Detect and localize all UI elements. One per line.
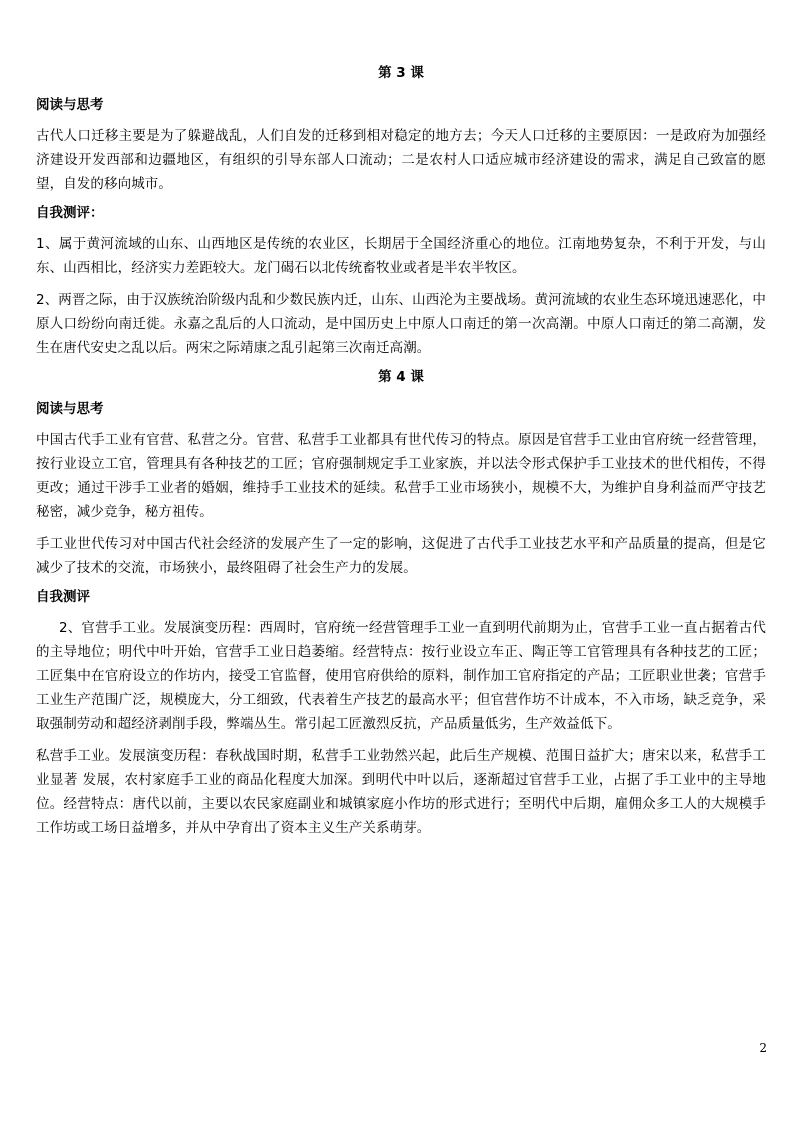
lesson-3-test-paragraph-2: 2、两晋之际，由于汉族统治阶级内乱和少数民族内迁，山东、山西沦为主要战场。黄河流域的农业生态环境迅速恶化，中原人口纷纷向南迁徙。永嘉之乱后的人口流动，是中国历史上中原人口南迁的第一次高潮。中原人口南迁的第二高潮，发生在唐代安史之乱以后。两宋之际靖康之乱引起第三次南迁高潮。 bbox=[36, 292, 766, 356]
lesson-4-test-heading: 自我测评 bbox=[36, 589, 90, 605]
page-number: 2 bbox=[759, 1041, 767, 1055]
lesson-3-reading-heading: 阅读与思考 bbox=[36, 97, 104, 113]
page-content bbox=[36, 64, 766, 848]
lesson-3-title: 第 3 课 bbox=[378, 65, 424, 81]
lesson-4-title: 第 4 课 bbox=[378, 369, 424, 385]
lesson-4-reading-paragraph-2: 手工业世代传习对中国古代社会经济的发展产生了一定的影响，这促进了古代手工业技艺水平和产品质量的提高，但是它减少了技术的交流，市场狭小，最终阻碍了社会生产力的发展。 bbox=[36, 536, 766, 576]
lesson-4-test-paragraph-1: 2、官营手工业。发展演变历程：西周时，官府统一经营管理手工业一直到明代前期为止，官营手工业一直占据着古代的主导地位；明代中叶开始，官营手工业日趋萎缩。经营特点：按行业设立车正、陶正等工官管理具有各种技艺的工匠；工匠集中在官府设立的作坊内，接受工官监督，使用官府供给的原料，制作加工官府指定的产品；工匠职业世袭；官营手工业生产范围广泛，规模庞大，分工细致，代表着生产技艺的最高水平；但官营作坊不计成本，不入市场，缺乏竞争，采取强制劳动和超经济剥削手段，弊端丛生。常引起工匠激烈反抗，产品质量低劣，生产效益低下。 bbox=[36, 620, 766, 732]
lesson-3-reading-paragraph-1: 古代人口迁移主要是为了躲避战乱，人们自发的迁移到相对稳定的地方去；今天人口迁移的主要原因：一是政府为加强经济建设开发西部和边疆地区，有组织的引导东部人口流动；二是农村人口适应城市经济建设的需求，满足自己致富的愿望，自发的移向城市。 bbox=[36, 128, 766, 192]
lesson-3-test-paragraph-1: 1、属于黄河流域的山东、山西地区是传统的农业区，长期居于全国经济重心的地位。江南地势复杂，不利于开发，与山东、山西相比，经济实力差距较大。龙门碣石以北传统畜牧业或者是半农半牧区。 bbox=[36, 236, 766, 276]
lesson-3-section bbox=[36, 64, 766, 360]
lesson-4-test-paragraph-2: 私营手工业。发展演变历程：春秋战国时期，私营手工业勃然兴起，此后生产规模、范围日益扩大；唐宋以来，私营手工业显著 发展，农村家庭手工业的商品化程度大加深。到明代中叶以后，逐渐超过官营手工业，占据了手工业中的主导地位。经营特点：唐代以前，主要以农民家庭副业和城镇家庭小作坊的形式进行；至明代中后期，雇佣众多工人的大规模手工作坊或工场日益增多，并从中孕育出了资本主义生产关系萌芽。 bbox=[36, 748, 766, 836]
lesson-4-reading-heading: 阅读与思考 bbox=[36, 401, 104, 417]
lesson-3-test-heading: 自我测评： bbox=[36, 205, 104, 221]
lesson-4-reading-paragraph-1: 中国古代手工业有官营、私营之分。官营、私营手工业都具有世代传习的特点。原因是官营手工业由官府统一经营管理，按行业设立工官，管理具有各种技艺的工匠；官府强制规定手工业家族，并以法令形式保护手工业技术的世代相传，不得更改；通过干涉手工业者的婚姻，维持手工业技术的延续。私营手工业市场狭小，规模不大，为维护自身利益而严守技艺秘密，减少竞争，秘方祖传。 bbox=[36, 432, 766, 520]
lesson-4-section bbox=[36, 368, 766, 840]
